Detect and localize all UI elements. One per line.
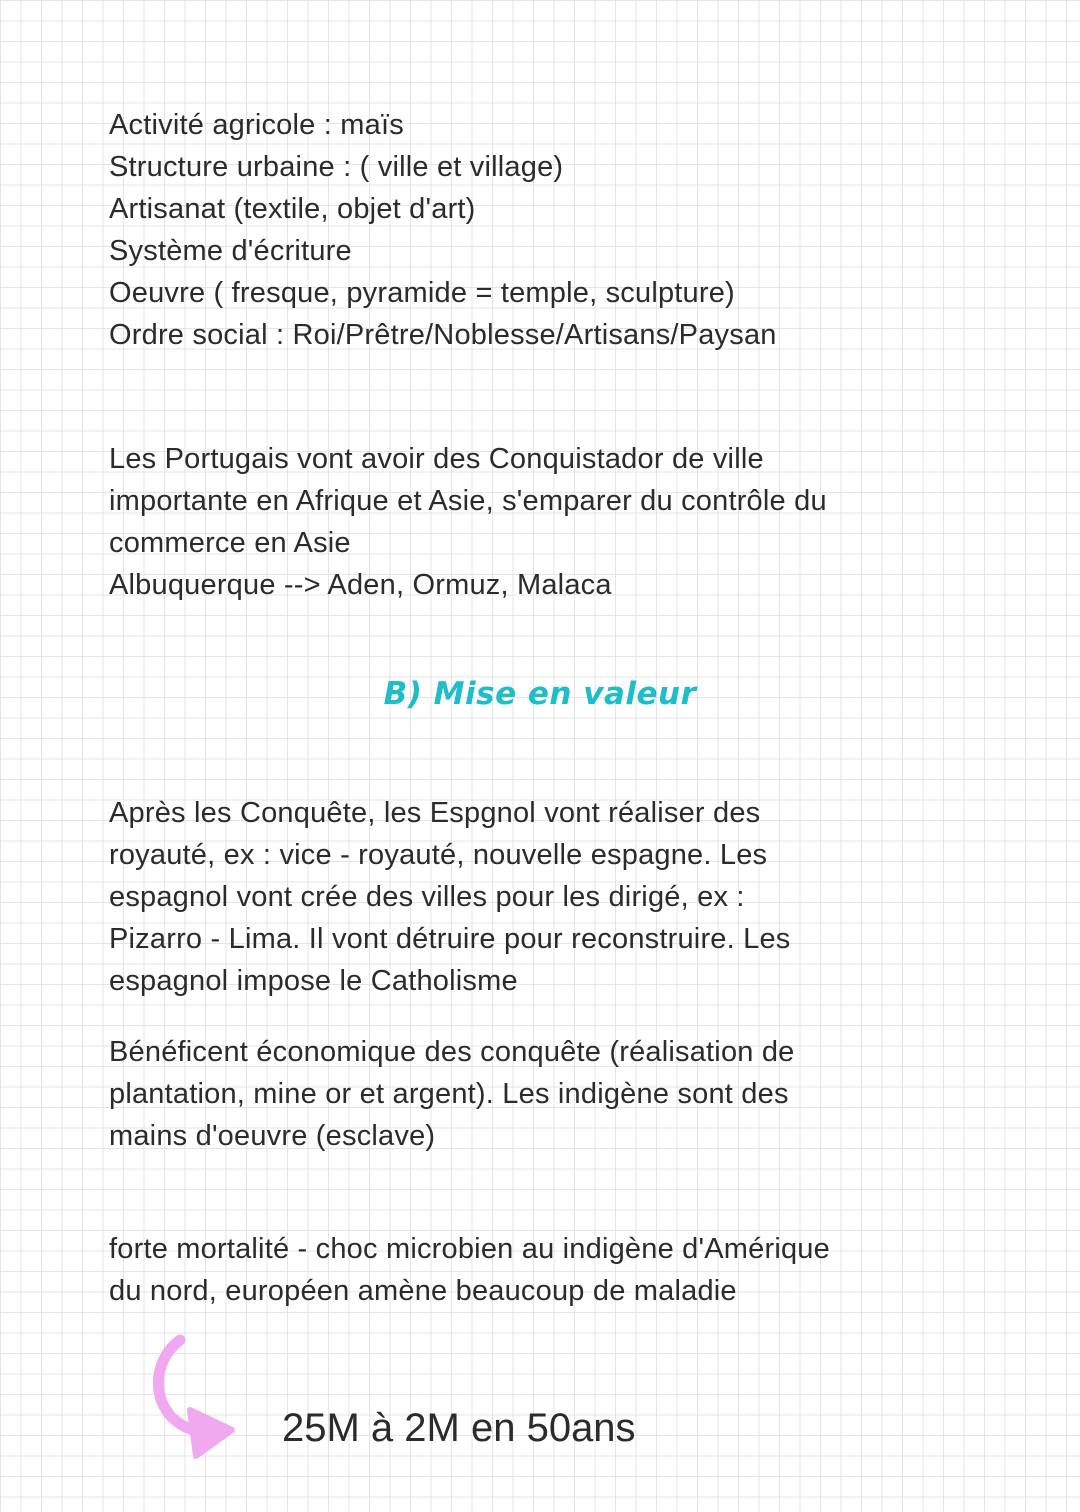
text-line: Bénéficent économique des conquête (réalisation de xyxy=(109,1036,795,1068)
text-line: royauté, ex : vice - royauté, nouvelle espagne. Les xyxy=(109,839,768,871)
text-line: mains d'oeuvre (esclave) xyxy=(109,1120,436,1152)
curved-arrow-icon xyxy=(140,1332,250,1462)
section-espagnols xyxy=(109,792,791,1002)
text-line: Albuquerque --> Aden, Ormuz, Malaca xyxy=(109,569,612,601)
population-result: 25M à 2M en 50ans xyxy=(282,1406,636,1450)
text-line: Après les Conquête, les Espgnol vont réaliser des xyxy=(109,797,761,829)
text-line: Oeuvre ( fresque, pyramide = temple, sculpture) xyxy=(109,277,735,309)
section-mortalite xyxy=(109,1228,830,1312)
text-line: Pizarro - Lima. Il vont détruire pour reconstruire. Les xyxy=(109,923,791,955)
section-economie xyxy=(109,1031,795,1157)
section-portugais xyxy=(109,438,827,606)
text-line: Système d'écriture xyxy=(109,235,352,267)
text-line: commerce en Asie xyxy=(109,527,351,559)
section-civilisation xyxy=(109,104,777,356)
text-line: Artisanat (textile, objet d'art) xyxy=(109,193,476,225)
text-line: Ordre social : Roi/Prêtre/Noblesse/Artisans/Paysan xyxy=(109,319,777,351)
text-line: du nord, européen amène beaucoup de maladie xyxy=(109,1275,737,1307)
text-line: espagnol impose le Catholisme xyxy=(109,965,518,997)
section-heading: B) Mise en valeur xyxy=(383,676,697,712)
text-line: Structure urbaine : ( ville et village) xyxy=(109,151,564,183)
text-line: forte mortalité - choc microbien au indigène d'Amérique xyxy=(109,1233,830,1265)
text-line: Activité agricole : maïs xyxy=(109,109,404,141)
text-line: importante en Afrique et Asie, s'emparer du contrôle du xyxy=(109,485,827,517)
text-line: plantation, mine or et argent). Les indigène sont des xyxy=(109,1078,789,1110)
text-line: Les Portugais vont avoir des Conquistador de ville xyxy=(109,443,764,475)
text-line: espagnol vont crée des villes pour les dirigé, ex : xyxy=(109,881,745,913)
